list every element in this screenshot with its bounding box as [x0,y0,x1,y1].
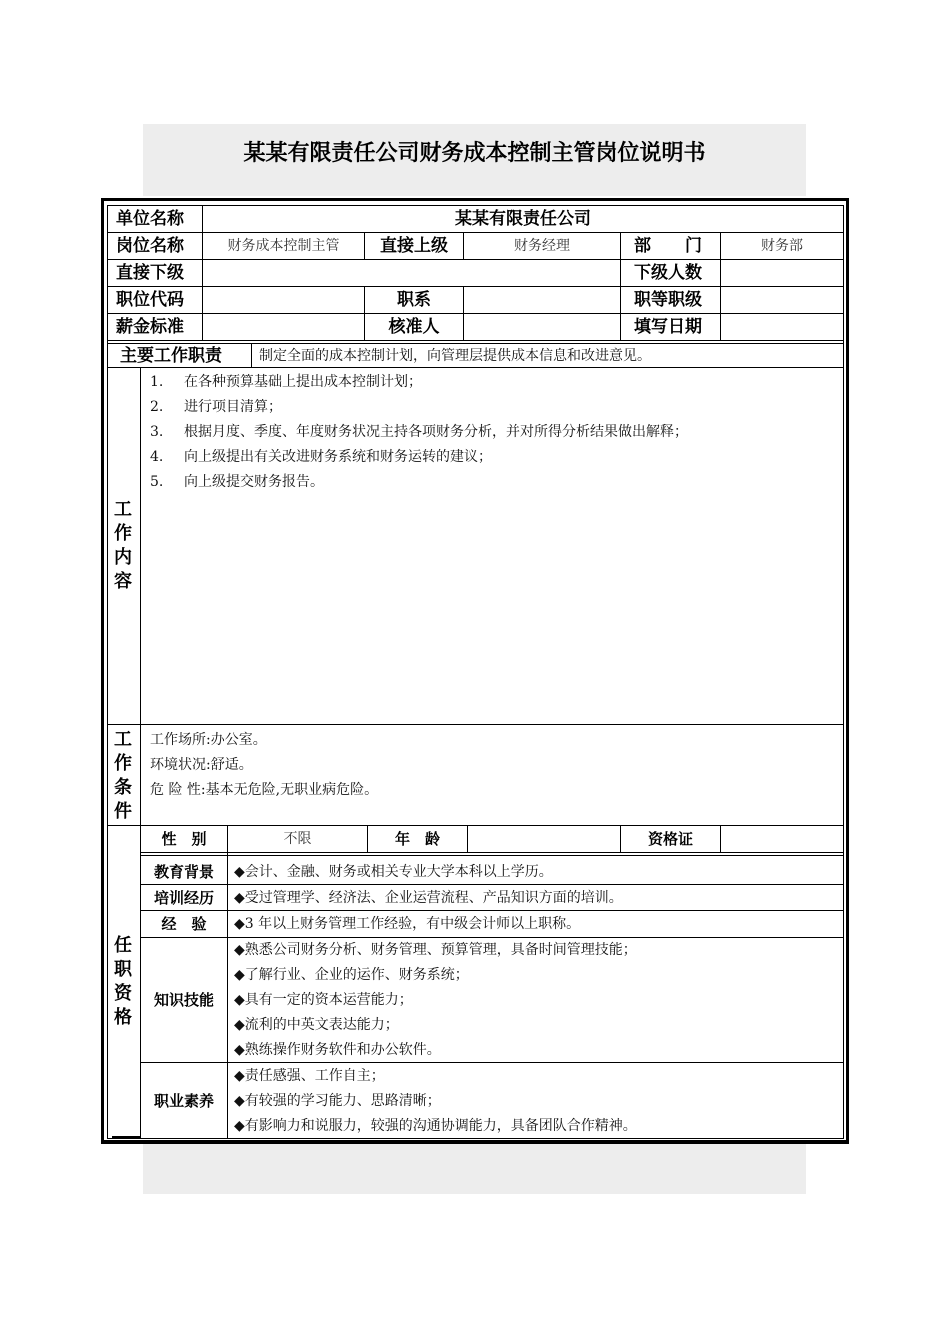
list-item: 工作场所:办公室。 [150,732,267,748]
direct-subordinate-label: 直接下级 [116,263,184,283]
approver-label: 核准人 [388,317,440,337]
job-series-label: 职系 [397,290,431,310]
document-title: 某某有限责任公司财务成本控制主管岗位说明书 [243,141,706,166]
job-grade-label: 职等职级 [634,290,702,310]
training-label: 培训经历 [153,889,214,907]
unit-name-value: 某某有限责任公司 [455,209,591,229]
department-value: 财务部 [761,238,803,254]
certificate-label: 资格证 [647,830,693,848]
main-duty-text: 制定全面的成本控制计划，向管理层提供成本信息和改进意见。 [259,348,651,364]
gender-label: 性 别 [161,830,207,848]
work-content-list [150,370,688,495]
list-item: ◆熟练操作财务软件和办公软件。 [234,1042,441,1058]
qualifications-label: 任 职 资 格 [114,935,132,1028]
list-item: ◆熟悉公司财务分析、财务管理、预算管理，具备时间管理技能； [234,942,637,958]
list-item: ◆了解行业、企业的运作、财务系统； [234,967,469,983]
unit-name-label: 单位名称 [116,209,184,229]
education-text: ◆会计、金融、财务或相关专业大学本科以上学历。 [234,864,553,880]
list-item: 环境状况:舒适。 [150,757,253,773]
department-label: 部 门 [634,236,702,256]
salary-standard-label: 薪金标准 [116,317,184,337]
education-label: 教育背景 [153,863,214,881]
experience-label: 经 验 [161,915,207,933]
list-item: 2. 进行项目清算； [150,399,282,415]
training-text: ◆受过管理学、经济法、企业运营流程、产品知识方面的培训。 [234,890,623,906]
professional-quality-label: 职业素养 [153,1092,214,1110]
list-item: 危 险 性:基本无危险,无职业病危险。 [150,782,379,798]
list-item: ◆责任感强、工作自主； [234,1068,385,1084]
subordinate-count-label: 下级人数 [634,263,702,283]
main-duty-label: 主要工作职责 [120,346,222,366]
position-name-value: 财务成本控制主管 [227,238,340,254]
list-item: ◆流利的中英文表达能力； [234,1017,399,1033]
work-content-label: 工 作 内 容 [114,499,132,592]
professional-quality-list [234,1064,637,1139]
skills-label: 知识技能 [153,991,214,1009]
direct-superior-value: 财务经理 [514,238,570,254]
work-conditions-label: 工 作 条 件 [114,729,132,822]
list-item: 5. 向上级提交财务报告。 [150,474,324,490]
list-item: ◆具有一定的资本运营能力； [234,992,413,1008]
list-item: ◆有影响力和说服力，较强的沟通协调能力，具备团队合作精神。 [234,1118,637,1134]
list-item: ◆有较强的学习能力、思路清晰； [234,1093,441,1109]
skills-list [234,938,637,1063]
list-item: 1. 在各种预算基础上提出成本控制计划； [150,374,422,390]
work-conditions-list [150,728,378,803]
experience-text: ◆3 年以上财务管理工作经验，有中级会计师以上职称。 [234,916,581,932]
age-label: 年 龄 [394,830,440,848]
direct-superior-label: 直接上级 [380,236,448,256]
gender-value: 不限 [283,831,312,847]
footer-band [143,1144,806,1194]
position-code-label: 职位代码 [116,290,184,310]
position-name-label: 岗位名称 [116,236,184,256]
fill-date-label: 填写日期 [634,317,702,337]
list-item: 3. 根据月度、季度、年度财务状况主持各项财务分析，并对所得分析结果做出解释； [150,424,688,440]
list-item: 4. 向上级提出有关改进财务系统和财务运转的建议； [150,449,492,465]
